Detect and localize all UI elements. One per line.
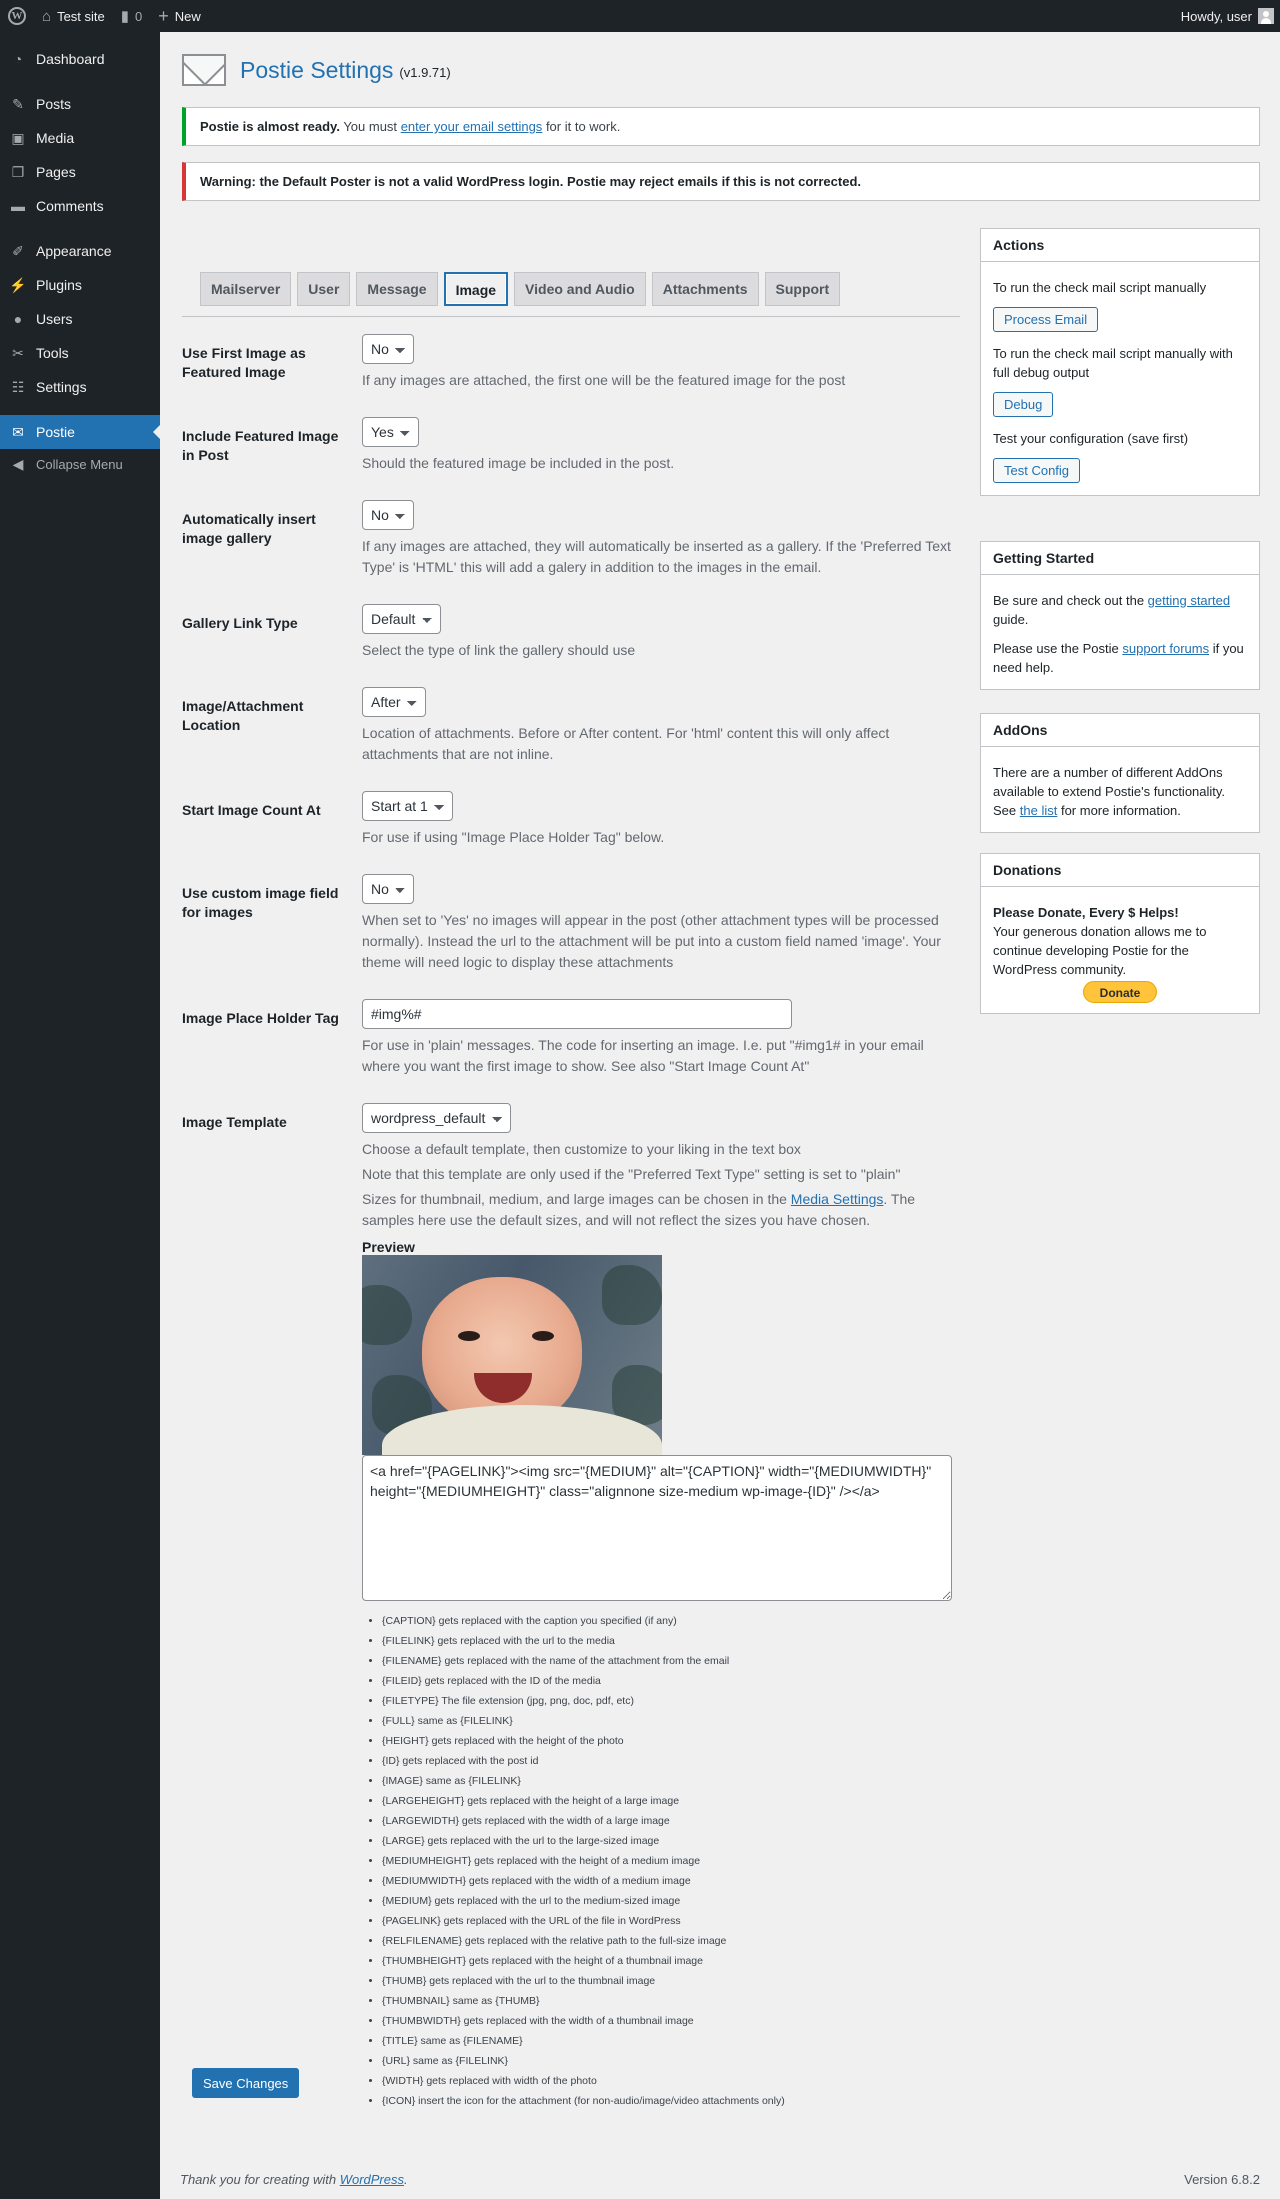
template-code-textarea[interactable] [362,1455,952,1601]
template-tag-item: • {MEDIUM} gets replaced with the url to the medium-sized image [382,1891,962,1911]
panel-text [993,639,1247,677]
comment-icon: ▬ [11,198,25,214]
field-description: If any images are attached, the first one will be the featured image for the post [362,372,846,388]
row-include-featured [182,417,962,474]
template-tag-item: • {CAPTION} gets replaced with the caption you specified (if any) [382,1611,962,1631]
text: if you need help. [993,641,1244,675]
field-label: Image/Attachment Location [182,698,304,733]
notice-text: You must [343,119,398,134]
footer-text: . [404,2172,408,2187]
panel-text: Test your configuration (save first) [993,431,1189,446]
footer-version: Version 6.8.2 [1184,2172,1260,2187]
avatar [1258,8,1274,24]
field-label: Image Place Holder Tag [182,1010,339,1026]
template-tag-item: • {LARGE} gets replaced with the url to the large-sized image [382,1831,962,1851]
comment-icon: ▮ [120,8,130,25]
menu-label: Dashboard [36,51,105,67]
howdy-text: Howdy, user [1180,8,1252,24]
main-content [160,32,1280,2199]
pin-icon: ✎ [12,95,24,112]
debug-button[interactable]: Debug [993,392,1053,417]
addons-list-link[interactable]: the list [1019,803,1058,818]
panel-text: To run the check mail script manually with full debug output [993,346,1233,380]
ready-notice [182,107,1260,146]
row-placeholder [182,999,962,1077]
field-description [362,1189,962,1231]
donations-panel [980,853,1260,1014]
media-settings-link[interactable]: Media Settings [790,1191,884,1207]
pages-icon: ❐ [11,163,25,180]
menu-appearance[interactable] [0,234,160,268]
template-tag-item: • {THUMBHEIGHT} gets replaced with the height of a thumbnail image [382,1951,962,1971]
menu-label: Users [36,311,73,327]
template-tag-item: • {URL} same as {FILELINK} [382,2051,962,2071]
template-tag-item: • {MEDIUMHEIGHT} gets replaced with the height of a medium image [382,1851,962,1871]
field-label: Automatically insert image gallery [182,511,316,546]
plugin-version: (v1.9.71) [399,64,451,80]
tab-divider [182,316,960,317]
template-tag-list [362,1611,962,2111]
field-description: Location of attachments. Before or After content. For 'html' content this will only affect attachments that are not inline. [362,725,890,762]
page-header [182,54,451,86]
menu-label: Tools [36,345,69,361]
notice-text: for it to work. [545,119,621,134]
envelope-icon [182,54,226,86]
admin-menu [0,32,160,2199]
test-config-button[interactable]: Test Config [993,458,1080,483]
text: There are a number of different AddOns available to extend Postie's functionality. See [993,765,1226,818]
panel-title: Actions [981,229,1259,262]
menu-label: Comments [36,198,104,214]
template-tag-item: • {FILELINK} gets replaced with the url to the media [382,1631,962,1651]
template-tag-item: • {THUMB} gets replaced with the url to the thumbnail image [382,1971,962,1991]
gallery-link-select[interactable] [362,604,441,634]
tab-video-audio[interactable]: Video and Audio [514,272,646,306]
process-email-button[interactable]: Process Email [993,307,1098,332]
new-content-link[interactable] [150,0,209,32]
image-template-select[interactable] [362,1103,511,1133]
tab-message[interactable]: Message [356,272,437,306]
template-tag-item: • {FULL} same as {FILELINK} [382,1711,962,1731]
text: Please use the Postie [993,641,1119,656]
field-description: When set to 'Yes' no images will appear in the post (other attachment types will be processed normally). Instead the url to the attachment will be put into a custom field named 'image'. Your theme will need logic to display these attachments [362,912,941,970]
actions-panel [980,228,1260,496]
row-image-template [182,1103,962,2111]
panel-text [993,591,1247,629]
menu-posts[interactable] [0,87,160,121]
addons-panel [980,713,1260,833]
field-label: Use First Image as Featured Image [182,345,306,380]
donate-heading: Please Donate, Every $ Helps! [993,905,1179,920]
template-tag-item: • {IMAGE} same as {FILELINK} [382,1771,962,1791]
menu-comments[interactable] [0,189,160,223]
menu-label: Settings [36,379,87,395]
template-tag-item: • {LARGEHEIGHT} gets replaced with the height of a large image [382,1791,962,1811]
image-settings-form [182,334,962,2137]
template-tag-item: • {LARGEWIDTH} gets replaced with the width of a large image [382,1811,962,1831]
placeholder-tag-input[interactable] [362,999,792,1029]
settings-tabs [200,272,840,306]
template-tag-item: • {TITLE} same as {FILENAME} [382,2031,962,2051]
desc-text: Sizes for thumbnail, medium, and large images can be chosen in the [362,1191,787,1207]
menu-label: Pages [36,164,76,180]
wp-logo-button[interactable] [0,0,34,32]
new-label: New [174,8,201,24]
menu-label: Media [36,130,75,146]
comments-link[interactable] [113,0,151,32]
menu-dashboard[interactable] [0,42,160,76]
template-tag-item: • {MEDIUMWIDTH} gets replaced with the width of a medium image [382,1871,962,1891]
desc-text: . The samples here use the default sizes, and will not reflect the sizes you have chosen. [362,1191,916,1228]
page-title: Postie Settings [240,56,394,83]
preview-photo [362,1255,662,1455]
tab-image[interactable]: Image [444,272,508,306]
text: for more information. [1060,803,1181,818]
settings-icon: ☷ [11,378,25,395]
menu-label: Posts [36,96,72,112]
tab-mailserver[interactable]: Mailserver [200,272,291,306]
wordpress-logo-icon: W [8,7,26,25]
template-tag-item: • {FILEID} gets replaced with the ID of the media [382,1671,962,1691]
my-account-link[interactable] [1173,0,1280,32]
start-count-select[interactable] [362,791,453,821]
menu-postie[interactable] [0,415,160,449]
field-description: Choose a default template, then customize to your liking in the text box [362,1141,801,1157]
template-tag-item: • {THUMBNAIL} same as {THUMB} [382,1991,962,2011]
text: guide. [993,612,1029,627]
wordpress-link[interactable]: WordPress [339,2172,404,2187]
dashboard-icon: ◔ [13,51,23,67]
featured-image-select[interactable] [362,334,414,364]
site-name: Test site [57,8,105,24]
template-tag-item: • {THUMBWIDTH} gets replaced with the width of a thumbnail image [382,2011,962,2031]
field-label: Include Featured Image in Post [182,428,339,463]
row-start-count [182,791,962,848]
menu-label: Appearance [36,243,112,259]
user-icon: ● [13,311,23,327]
template-tag-item: • {FILENAME} gets replaced with the name of the attachment from the email [382,1651,962,1671]
field-label: Gallery Link Type [182,615,298,631]
footer-thanks [180,2172,408,2187]
template-tag-item: • {RELFILENAME} gets replaced with the relative path to the full-size image [382,1931,962,1951]
email-settings-link[interactable]: enter your email settings [400,119,543,134]
row-custom-field [182,874,962,973]
menu-pages[interactable] [0,155,160,189]
row-location [182,687,962,765]
auto-gallery-select[interactable] [362,500,414,530]
donate-button[interactable]: Donate [1083,981,1157,1003]
getting-started-panel [980,541,1260,690]
template-tag-item: • {FILETYPE} The file extension (jpg, png, doc, pdf, etc) [382,1691,962,1711]
field-description: Select the type of link the gallery should use [362,642,636,658]
warning-notice [182,162,1260,201]
plus-icon: + [158,5,169,26]
row-gallery-link [182,604,962,661]
admin-bar [0,0,1280,32]
panel-text: To run the check mail script manually [993,280,1207,295]
template-tag-item: • {WIDTH} gets replaced with width of the photo [382,2071,962,2091]
brush-icon: ✐ [12,242,24,259]
panel-text: Your generous donation allows me to continue developing Postie for the WordPress community. [993,924,1207,977]
menu-label: Postie [36,424,75,440]
notice-bold: Postie is almost ready. [200,119,340,134]
collapse-label: Collapse Menu [36,456,123,472]
row-featured-image [182,334,962,391]
field-description: If any images are attached, they will automatically be inserted as a gallery. If the 'Preferred Text Type' is 'HTML' this will add a galery in addition to the images in the email. [362,538,951,575]
template-tag-item: • {ICON} insert the icon for the attachment (for non-audio/image/video attachments only) [382,2091,962,2111]
menu-settings[interactable] [0,370,160,404]
attachment-location-select[interactable] [362,687,426,717]
field-label: Use custom image field for images [182,885,339,920]
tab-support[interactable]: Support [765,272,841,306]
media-icon: ▣ [11,129,25,146]
menu-label: Plugins [36,277,82,293]
site-name-link[interactable] [34,0,113,32]
template-tag-item: • {HEIGHT} gets replaced with the height of the photo [382,1731,962,1751]
email-icon: ✉ [12,423,24,440]
footer-text: Thank you for creating with [180,2172,337,2187]
field-label: Image Template [182,1114,287,1130]
field-description: Note that this template are only used if the "Preferred Text Type" setting is set to "plain" [362,1166,901,1182]
field-description: Should the featured image be included in the post. [362,455,675,471]
field-description: For use if using "Image Place Holder Tag" below. [362,829,665,845]
text: Be sure and check out the [993,593,1145,608]
panel-title: Donations [981,854,1259,887]
getting-started-link[interactable]: getting started [1147,593,1231,608]
menu-media[interactable] [0,121,160,155]
template-tag-item: • {PAGELINK} gets replaced with the URL of the file in WordPress [382,1911,962,1931]
home-icon: ⌂ [42,7,52,25]
menu-plugins[interactable] [0,268,160,302]
plug-icon: ⚡ [9,276,27,293]
template-tag-item: • {ID} gets replaced with the post id [382,1751,962,1771]
comments-count: 0 [135,8,143,24]
custom-image-field-select[interactable] [362,874,414,904]
collapse-menu-button[interactable] [0,449,160,479]
menu-users[interactable] [0,302,160,336]
support-forums-link[interactable]: support forums [1122,641,1210,656]
tab-attachments[interactable]: Attachments [652,272,759,306]
panel-title: Getting Started [981,542,1259,575]
wrench-icon: ✂ [12,344,24,361]
warning-text: Warning: the Default Poster is not a valid WordPress login. Postie may reject emails if this is not corrected. [200,174,861,189]
include-featured-select[interactable] [362,417,419,447]
collapse-icon: ◀ [12,455,24,472]
menu-tools[interactable] [0,336,160,370]
preview-label: Preview [362,1239,415,1255]
tab-user[interactable]: User [297,272,350,306]
field-label: Start Image Count At [182,802,321,818]
panel-text [993,763,1247,820]
panel-title: AddOns [981,714,1259,747]
row-gallery [182,500,962,578]
field-description: For use in 'plain' messages. The code for inserting an image. I.e. put "#img1# in your email where you want the first image to show. See also "Start Image Count At" [362,1037,924,1074]
save-changes-button[interactable]: Save Changes [192,2068,299,2098]
